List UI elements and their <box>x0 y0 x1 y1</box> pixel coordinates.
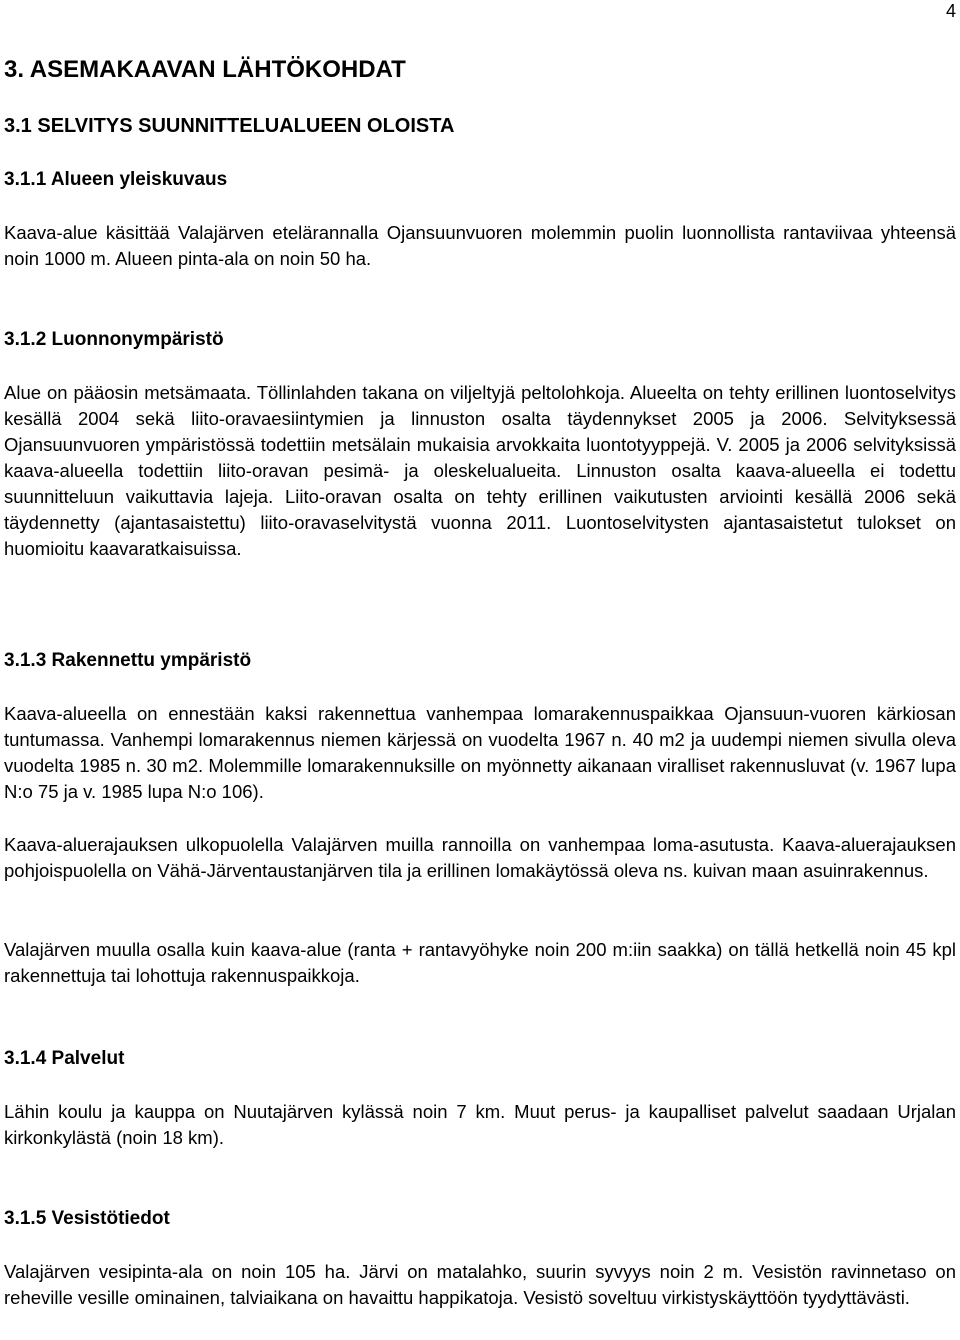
paragraph-luonnonymparisto: Alue on pääosin metsämaata. Töllinlahden takana on viljeltyjä peltolohkoja. Alueelta on tehty erillinen luontoselvitys kesällä 2004 sekä liito-oravaesiintymien ja linnuston osalta täydennykset 2005 ja 2006. Selvityksessä Ojansuunvuoren ympäristössä todettiin metsälain mukaisia arvokkaita luontotyyppejä. V. 2005 ja 2006 selvityksissä kaava-alueella todettiin liito-oravan pesimä- ja oleskelualueita. Linnuston osalta kaava-alueella ei todettu suunnitteluun vaikuttavia lajeja. Liito-oravan osalta on tehty erillinen vaikutusten arviointi kesällä 2006 sekä täydennetty (ajantasaistettu) liito-oravaselvitystä vuonna 2011. Luontoselvitysten ajantasaistetut tulokset on huomioitu kaavaratkaisuissa. <box>4 382 956 559</box>
subsection-heading-palvelut: 3.1.4 Palvelut <box>4 1048 125 1069</box>
paragraph-rakennettu-2: Kaava-aluerajauksen ulkopuolella Valajärven muilla rannoilla on vanhempaa loma-asutusta. Kaava-aluerajauksen pohjoispuolella on Vähä-Järventaustanjärven tila ja erillinen lomakäytössä oleva ns. kuivan maan asuinrakennus. <box>4 834 956 881</box>
section-heading: 3.1 SELVITYS SUUNNITTELUALUEEN OLOISTA <box>4 115 455 137</box>
subsection-heading-yleiskuvaus: 3.1.1 Alueen yleiskuvaus <box>4 169 228 190</box>
subsection-heading-vesistotiedot: 3.1.5 Vesistötiedot <box>4 1208 170 1229</box>
paragraph-yleiskuvaus: Kaava-alue käsittää Valajärven etelärannalla Ojansuunvuoren molemmin puolin luonnollista rantaviivaa yhteensä noin 1000 m. Alueen pinta-ala on noin 50 ha. <box>4 222 956 269</box>
subsection-heading-luonnonymparisto: 3.1.2 Luonnonympäristö <box>4 329 224 350</box>
chapter-heading: 3. ASEMAKAAVAN LÄHTÖKOHDAT <box>4 56 406 83</box>
page-number: 4 <box>945 1 956 21</box>
paragraph-palvelut: Lähin koulu ja kauppa on Nuutajärven kylässä noin 7 km. Muut perus- ja kaupalliset palvelut saadaan Urjalan kirkonkylästä (noin 18 km). <box>4 1101 956 1148</box>
paragraph-rakennettu-1: Kaava-alueella on ennestään kaksi rakennettua vanhempaa lomarakennuspaikkaa Ojansuun-vuoren kärkiosan tuntumassa. Vanhempi lomarakennus niemen kärjessä on vuodelta 1967 n. 40 m2 ja uudempi niemen sivulla oleva vuodelta 1985 n. 30 m2. Molemmille lomarakennuksille on myönnetty aikanaan viralliset rakennusluvat (v. 1967 lupa N:o 75 ja v. 1985 lupa N:o 106). <box>4 703 956 802</box>
paragraph-vesistotiedot: Valajärven vesipinta-ala on noin 105 ha. Järvi on matalahko, suurin syvyys noin 2 m. Vesistön ravinnetaso on reheville vesille ominainen, talviaikana on havaittu happikatoja. Vesistö soveltuu virkistyskäyttöön tyydyttävästi. <box>4 1261 956 1308</box>
paragraph-rakennettu-3: Valajärven muulla osalla kuin kaava-alue (ranta + rantavyöhyke noin 200 m:iin saakka) on tällä hetkellä noin 45 kpl rakennettuja tai lohottuja rakennuspaikkoja. <box>4 939 956 986</box>
subsection-heading-rakennettu: 3.1.3 Rakennettu ympäristö <box>4 650 252 671</box>
